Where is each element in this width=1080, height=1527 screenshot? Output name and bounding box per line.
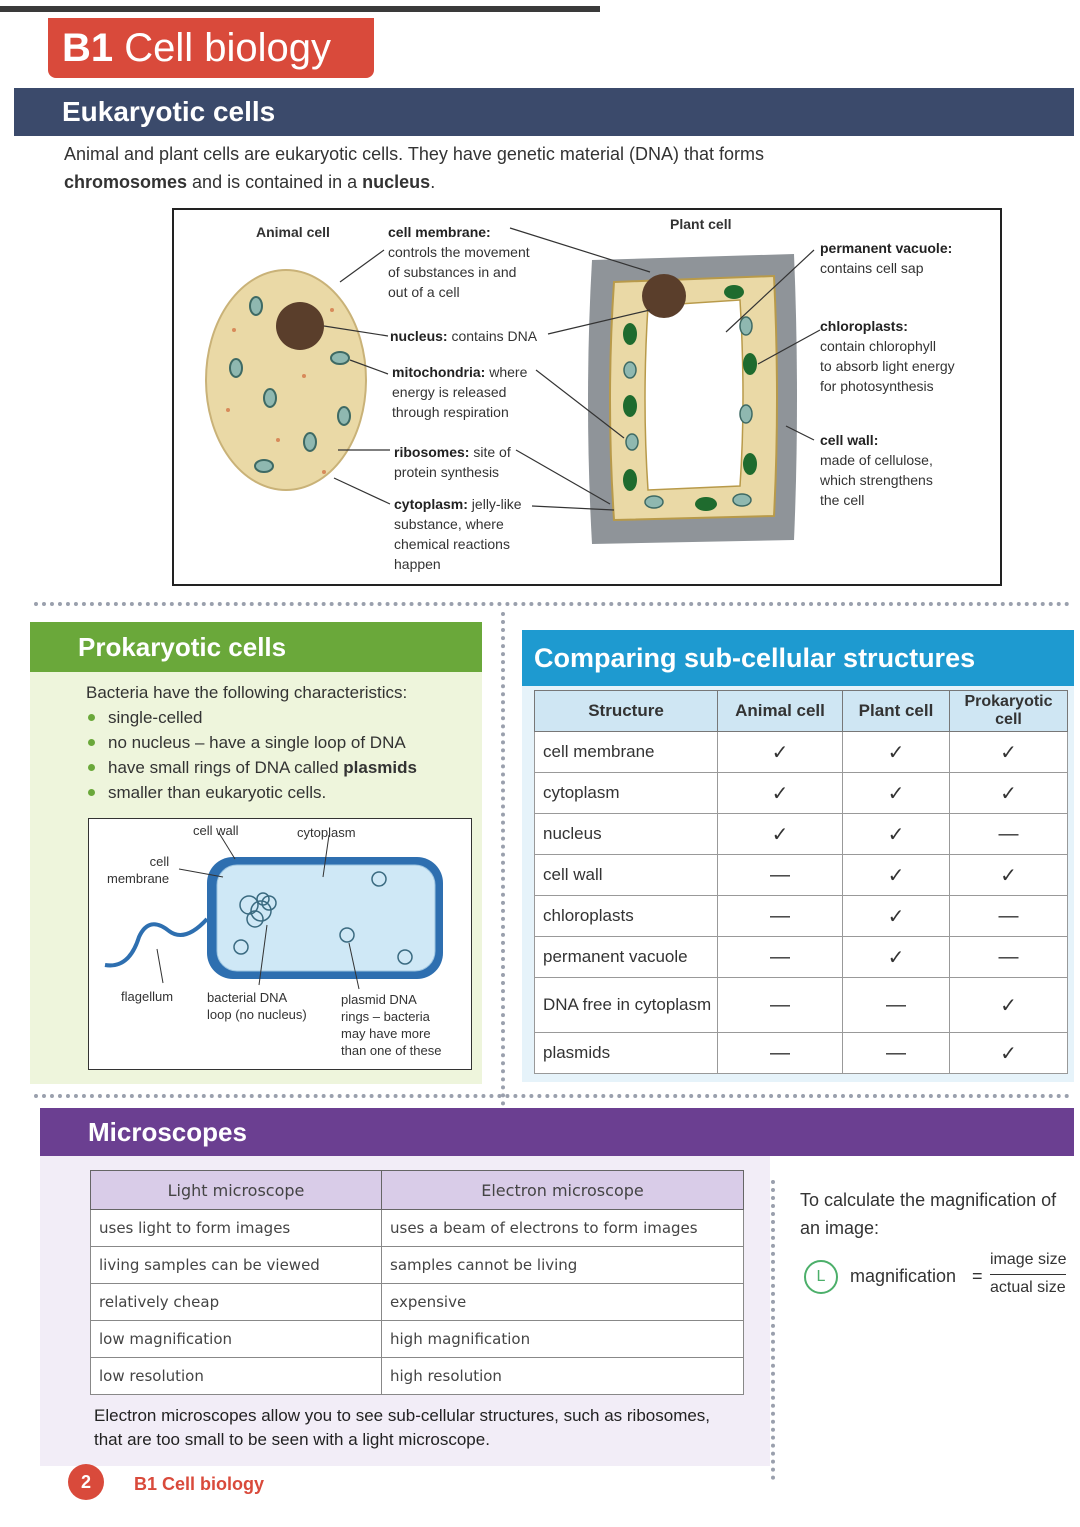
list-item: single-celled [108, 705, 476, 730]
magnification-intro: To calculate the magnification of an image: [800, 1190, 1057, 1238]
label-cell-membrane: cell membrane: controls the movement of substances in and out of a cell [388, 224, 530, 300]
table-row: plasmids — — ✓ [535, 1033, 1068, 1074]
header-plant: Plant cell [843, 691, 950, 732]
prokaryotic-heading: Prokaryotic cells [30, 622, 482, 672]
animal-cell-body [206, 270, 366, 490]
chapter-tab [48, 18, 374, 78]
table-header-row [535, 691, 1068, 732]
header-light: Light microscope [91, 1171, 382, 1210]
table-row: DNA free in cytoplasm — — ✓ [535, 978, 1068, 1033]
table-row: permanent vacuole — ✓ — [535, 937, 1068, 978]
table-row: cell wall — ✓ ✓ [535, 855, 1068, 896]
label-nucleus: nucleus: contains DNA [390, 328, 538, 344]
header-prokaryotic: Prokaryotic cell [950, 691, 1068, 732]
table-row: cytoplasm ✓ ✓ ✓ [535, 773, 1068, 814]
table-row: nucleus ✓ ✓ — [535, 814, 1068, 855]
microscopes-heading: Microscopes [40, 1108, 1074, 1156]
bacterium-diagram-box [88, 818, 472, 1070]
label-chloroplasts: chloroplasts: contain chlorophyll to absorb light energy for photosynthesis [820, 318, 955, 394]
magnification-formula [800, 1250, 1070, 1310]
table-row: cell membrane ✓ ✓ ✓ [535, 732, 1068, 773]
header-electron: Electron microscope [382, 1171, 744, 1210]
footer-title: B1 Cell biology [134, 1474, 265, 1494]
label-bact-membrane: cell membrane [107, 854, 170, 886]
list-item: smaller than eukaryotic cells. [108, 780, 476, 805]
top-rule [0, 6, 600, 12]
learn-badge-icon: L [804, 1260, 838, 1294]
microscopes-table [90, 1170, 744, 1395]
table-row: living samples can be viewed samples cannot be living [91, 1247, 744, 1284]
label-ribosomes: ribosomes: site of protein synthesis [394, 444, 511, 480]
chapter-title: Cell biology [124, 26, 332, 70]
table-row: uses light to form images uses a beam of electrons to form images [91, 1210, 744, 1247]
divider-dots-vertical-1 [501, 612, 505, 1106]
label-vacuole: permanent vacuole: contains cell sap [820, 240, 953, 276]
comparing-heading: Comparing sub-cellular structures [522, 630, 1074, 686]
divider-dots-1 [34, 602, 1070, 606]
label-bact-dna: bacterial DNA loop (no nucleus) [207, 990, 307, 1022]
comparing-table [534, 690, 1068, 1074]
table-row: chloroplasts — ✓ — [535, 896, 1068, 937]
label-mitochondria: mitochondria: where energy is released through respiration [392, 364, 528, 420]
list-item: have small rings of DNA called plasmids [108, 755, 476, 780]
header-structure: Structure [535, 691, 718, 732]
label-flagellum: flagellum [121, 989, 174, 1004]
divider-dots-vertical-2 [771, 1180, 775, 1480]
chapter-code: B1 [62, 26, 114, 70]
formula-numerator: image size [990, 1246, 1066, 1275]
plant-nucleus [642, 274, 686, 318]
plant-cell-title: Plant cell [670, 216, 732, 232]
animal-nucleus [276, 302, 324, 350]
list-item: no nucleus – have a single loop of DNA [108, 730, 476, 755]
flagellum [105, 919, 207, 965]
eukaryotic-intro [64, 140, 864, 196]
formula-label: magnification [850, 1266, 957, 1286]
table-row: low resolution high resolution [91, 1358, 744, 1395]
formula-denominator: actual size [990, 1279, 1066, 1296]
intro-bold-2: nucleus [362, 172, 431, 192]
cell-diagram-box [172, 208, 1002, 586]
page-number: 2 [68, 1464, 104, 1500]
intro-text-2: and is contained in a [187, 172, 363, 192]
table-row: relatively cheap expensive [91, 1284, 744, 1321]
microscopes-note: Electron microscopes allow you to see sub-cellular structures, such as ribosomes, that are too small to be seen with a light microscope. [94, 1406, 711, 1449]
prokaryotic-lead: Bacteria have the following characteristics: [86, 683, 408, 702]
intro-text-1: Animal and plant cells are eukaryotic cells. They have genetic material (DNA) that forms [64, 144, 764, 164]
intro-text-3: . [430, 172, 436, 192]
eukaryotic-heading: Eukaryotic cells [14, 88, 1074, 136]
table-header-row [91, 1171, 744, 1210]
magnification-box [800, 1186, 1070, 1310]
header-animal: Animal cell [718, 691, 843, 732]
intro-bold-1: chromosomes [64, 172, 188, 192]
label-bact-cell-wall: cell wall [193, 823, 239, 838]
table-row: low magnification high magnification [91, 1321, 744, 1358]
prokaryotic-text [86, 680, 476, 805]
animal-cell-title: Animal cell [256, 224, 330, 240]
label-bact-cytoplasm: cytoplasm [297, 825, 356, 840]
prokaryotic-list [86, 705, 476, 805]
label-plasmid: plasmid DNA rings – bacteria may have more than one of these [341, 992, 442, 1058]
label-cytoplasm: cytoplasm: jelly-like substance, where chemical reactions happen [394, 496, 522, 572]
divider-dots-2 [34, 1094, 1070, 1098]
label-cell-wall: cell wall: made of cellulose, which strengthens the cell [820, 432, 933, 508]
plant-vacuole [645, 300, 743, 490]
formula-equals: = [972, 1266, 983, 1286]
